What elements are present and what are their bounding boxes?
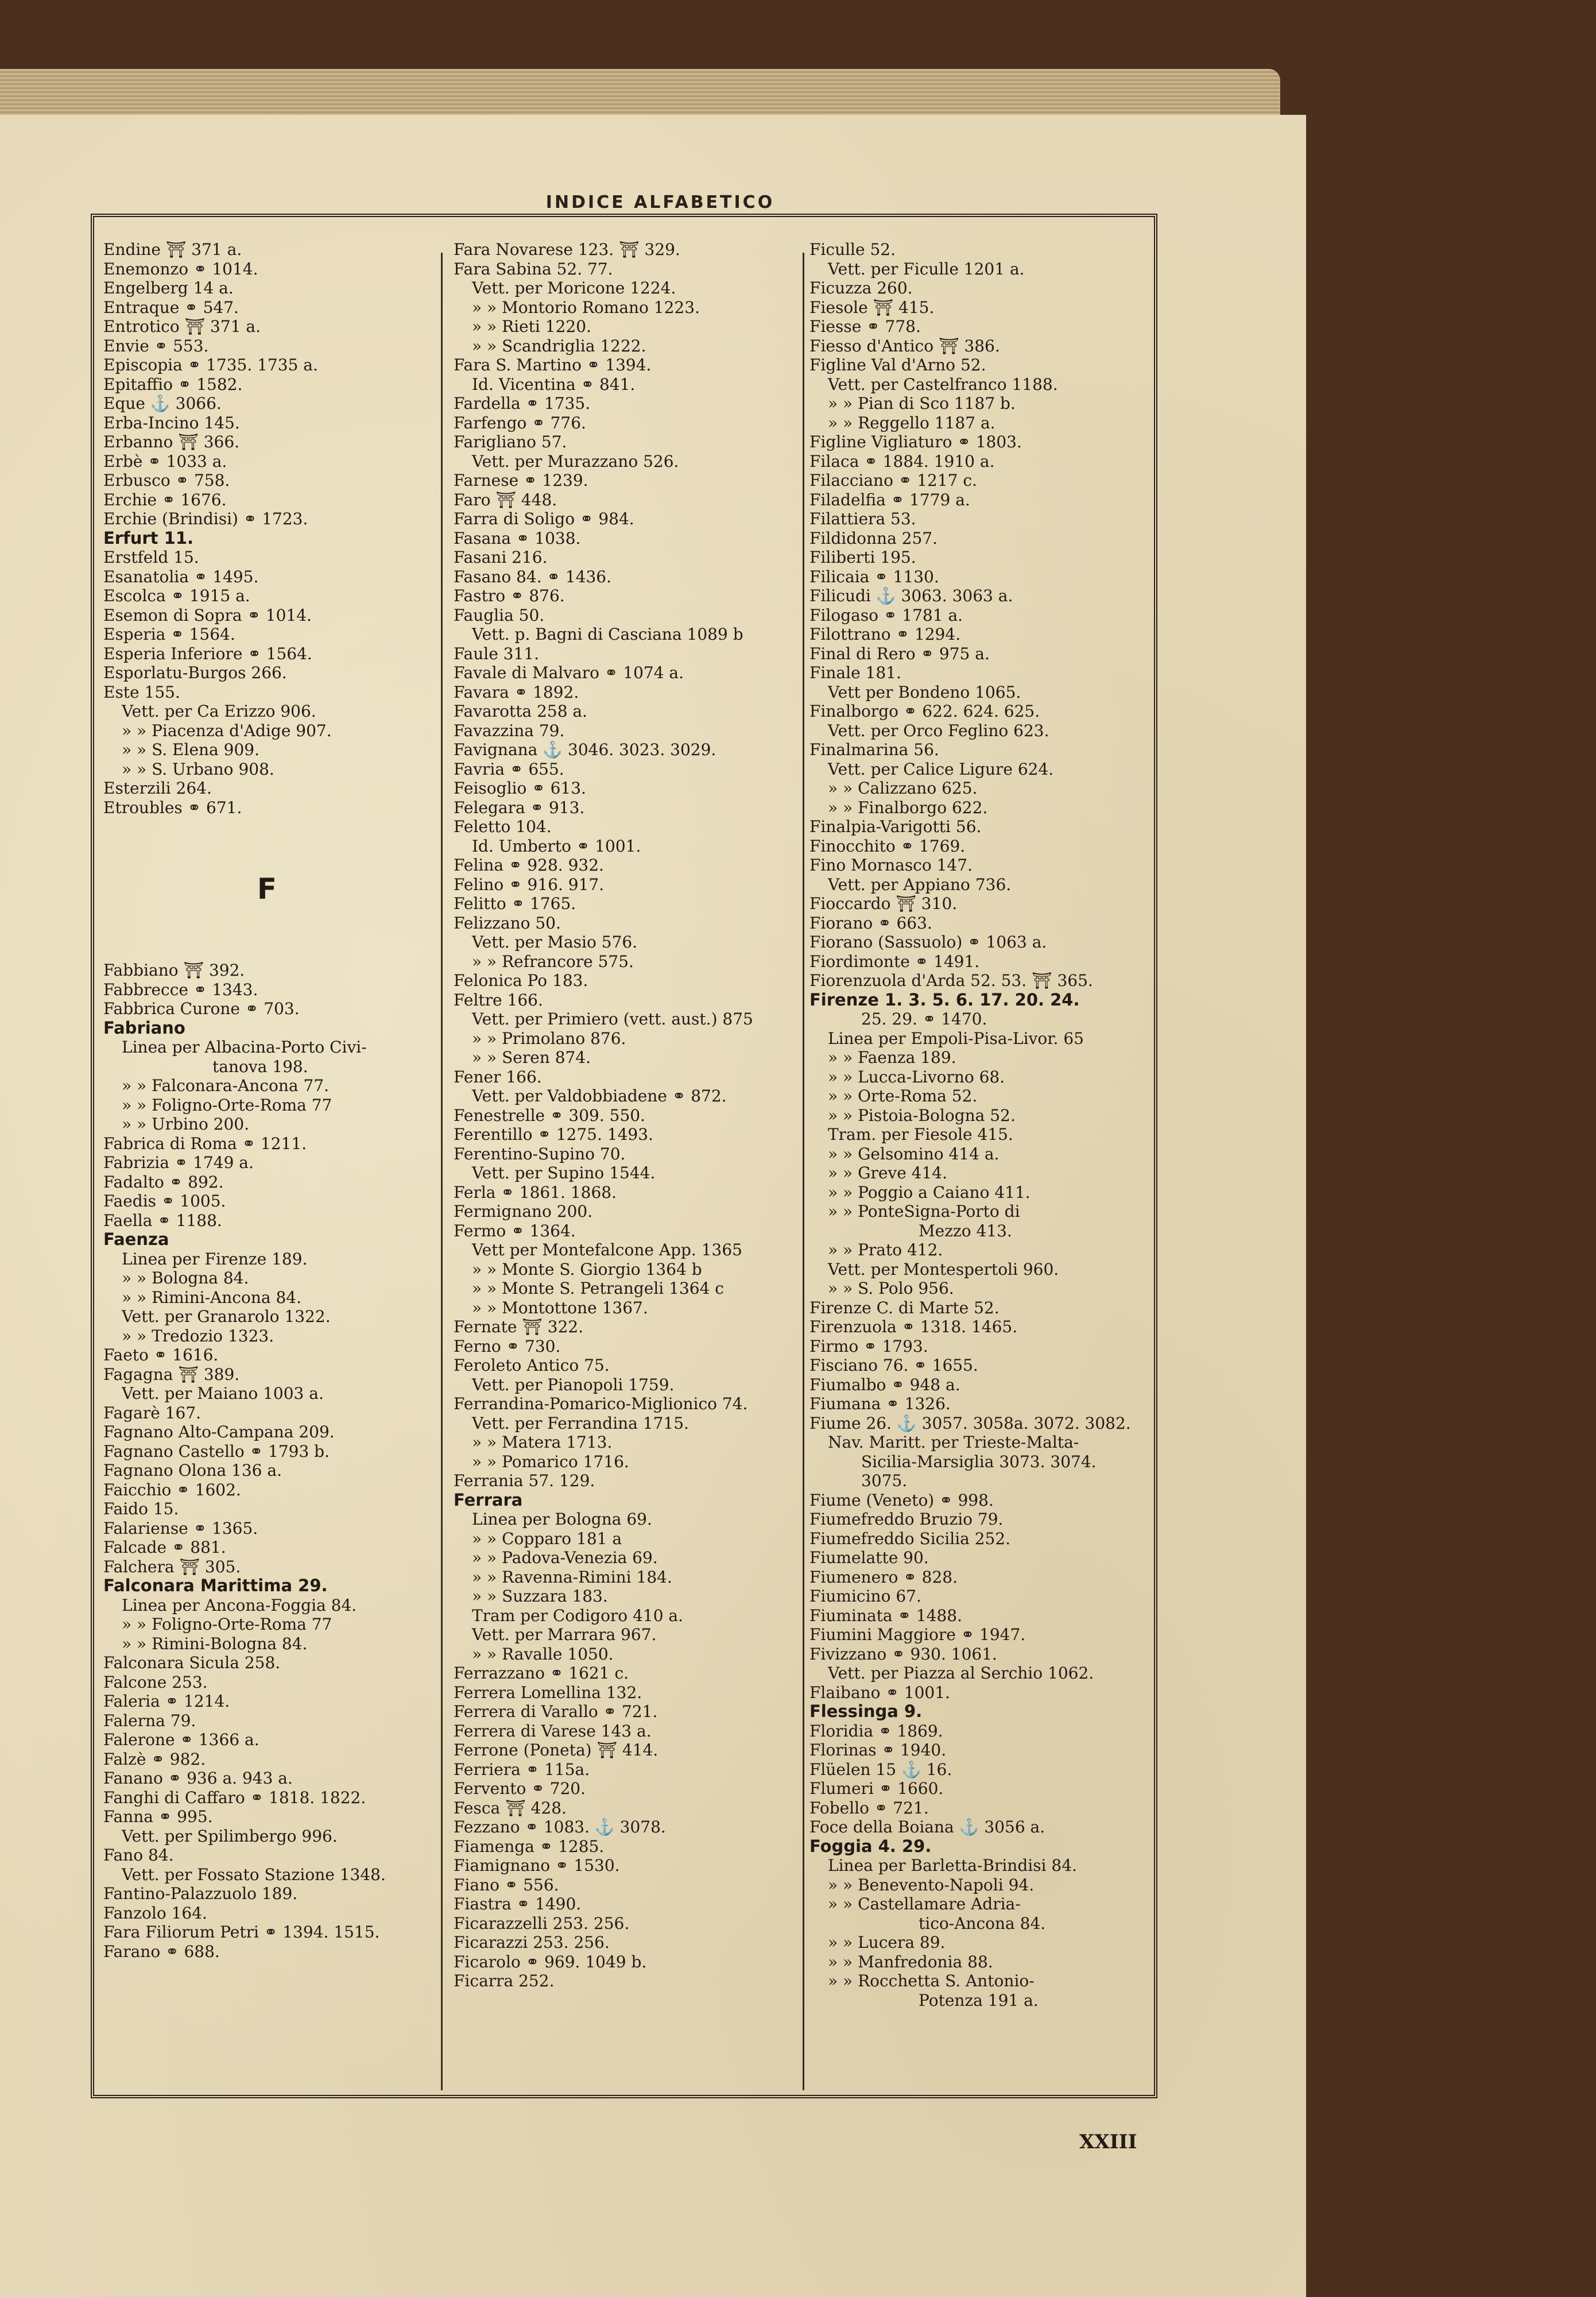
index-entry: » » Rocchetta S. Antonio-	[828, 1971, 1035, 1990]
index-entry: Vett. per Pianopoli 1759.	[472, 1375, 675, 1394]
index-entry: Faido 15.	[103, 1499, 179, 1518]
index-entry: Finale 181.	[809, 663, 901, 682]
index-entry: Ficarazzelli 253. 256.	[454, 1913, 630, 1933]
index-entry: Fanzolo 164.	[103, 1903, 207, 1923]
index-entry: Ferrazzano ⚭ 1621 c.	[454, 1664, 629, 1683]
index-entry: Vett per Bondeno 1065.	[828, 682, 1021, 702]
index-entry: Fanano ⚭ 936 a. 943 a.	[103, 1769, 293, 1788]
index-entry: Ficuzza 260.	[809, 279, 913, 297]
index-entry: Erfurt 11.	[103, 528, 194, 548]
index-column-1	[103, 240, 431, 1961]
index-entry: » » Orte-Roma 52.	[828, 1086, 978, 1105]
index-entry: Esporlatu-Burgos 266.	[103, 663, 287, 682]
index-entry: Vett. per Calice Ligure 624.	[828, 759, 1054, 779]
index-entry: Id. Vicentina ⚭ 841.	[472, 374, 636, 394]
section-letter: F	[257, 872, 277, 906]
index-entry: » » S. Urbano 908.	[122, 759, 274, 779]
index-entry: Fara Filiorum Petri ⚭ 1394. 1515.	[103, 1923, 380, 1942]
index-entry: Farano ⚭ 688.	[103, 1942, 220, 1961]
index-entry: Etroubles ⚭ 671.	[103, 798, 242, 817]
index-entry: 25. 29. ⚭ 1470.	[861, 1010, 987, 1028]
index-entry: Fiesso d'Antico ⛩ 386.	[809, 336, 1000, 355]
index-entry: Esanatolia ⚭ 1495.	[103, 567, 259, 586]
index-entry: Ferriera ⚭ 115a.	[454, 1760, 590, 1779]
index-entry: Erchie ⚭ 1676.	[103, 490, 227, 509]
index-entry: » » Pomarico 1716.	[472, 1452, 629, 1471]
index-entry: Fasano 84. ⚭ 1436.	[454, 567, 612, 586]
index-entry: Fener 166.	[454, 1067, 542, 1086]
index-entry: Fiume (Veneto) ⚭ 998.	[809, 1490, 994, 1510]
index-entry: Esperia ⚭ 1564.	[103, 625, 235, 644]
index-entry: Fezzano ⚭ 1083. ⚓ 3078.	[454, 1818, 666, 1836]
index-entry: Fiamenga ⚭ 1285.	[454, 1836, 605, 1856]
index-entry: Epitaffio ⚭ 1582.	[103, 374, 243, 394]
index-entry: » » Reggello 1187 a.	[828, 413, 995, 432]
index-entry: Erbè ⚭ 1033 a.	[103, 451, 227, 471]
index-entry: Erchie (Brindisi) ⚭ 1723.	[103, 509, 308, 528]
index-entry: Vett. per Spilimbergo 996.	[122, 1826, 338, 1846]
index-entry: Vett per Montefalcone App. 1365	[472, 1240, 742, 1259]
index-entry: Ferrara	[454, 1490, 523, 1510]
index-entry: Fildidonna 257.	[809, 528, 938, 548]
index-entry: Figline Val d'Arno 52.	[809, 355, 986, 374]
index-entry: Feletto 104.	[454, 817, 552, 836]
index-entry: » » Poggio a Caiano 411.	[828, 1182, 1031, 1202]
index-entry: Fermo ⚭ 1364.	[454, 1221, 576, 1240]
index-entry: Id. Umberto ⚭ 1001.	[472, 836, 641, 856]
index-entry: » » Greve 414.	[828, 1163, 948, 1182]
index-entry: Fiorano (Sassuolo) ⚭ 1063 a.	[809, 933, 1047, 952]
index-entry: » » Benevento-Napoli 94.	[828, 1875, 1035, 1894]
index-entry: Fagagna ⛩ 389.	[103, 1364, 240, 1384]
index-entry: Linea per Ancona-Foggia 84.	[122, 1595, 357, 1615]
column-divider	[803, 253, 804, 2090]
index-entry: Foce della Boiana ⚓ 3056 a.	[809, 1818, 1045, 1836]
index-entry: Feisoglio ⚭ 613.	[454, 779, 586, 798]
index-entry: Felino ⚭ 916. 917.	[454, 875, 605, 894]
index-column-3	[809, 240, 1148, 2010]
index-entry: Feltre 166.	[454, 990, 543, 1010]
index-entry: Fardella ⚭ 1735.	[454, 394, 591, 413]
index-entry: Flumeri ⚭ 1660.	[809, 1779, 944, 1798]
index-entry: Finalborgo ⚭ 622. 624. 625.	[809, 702, 1040, 721]
index-entry: Filattiera 53.	[809, 509, 916, 528]
index-entry: Favara ⚭ 1892.	[454, 682, 579, 702]
index-entry: Vett. per Maiano 1003 a.	[122, 1384, 324, 1403]
index-entry: Falcade ⚭ 881.	[103, 1538, 226, 1557]
index-entry: » » Copparo 181 a	[472, 1529, 622, 1548]
index-entry: Filadelfia ⚭ 1779 a.	[809, 490, 970, 509]
index-entry: Fioccardo ⛩ 310.	[809, 894, 958, 913]
index-entry: Favale di Malvaro ⚭ 1074 a.	[454, 663, 684, 682]
index-entry: » » Monte S. Petrangeli 1364 c	[472, 1279, 724, 1298]
index-entry: » » Calizzano 625.	[828, 779, 978, 798]
index-entry: Favria ⚭ 655.	[454, 759, 564, 779]
index-entry: Faeto ⚭ 1616.	[103, 1345, 219, 1364]
index-entry: Fabrica di Roma ⚭ 1211.	[103, 1134, 307, 1153]
index-entry: Vett. per Valdobbiadene ⚭ 872.	[472, 1086, 727, 1105]
index-entry: Fiumelatte 90.	[809, 1548, 929, 1567]
index-entry: Fiumefreddo Sicilia 252.	[809, 1529, 1011, 1548]
index-entry: Fagarè 167.	[103, 1403, 202, 1422]
index-entry: Faro ⛩ 448.	[454, 490, 557, 509]
index-entry: Falariense ⚭ 1365.	[103, 1518, 258, 1538]
index-entry: Ferrania 57. 129.	[454, 1471, 595, 1490]
index-entry: Fabbiano ⛩ 392.	[103, 961, 245, 980]
index-entry: Vett. per Ficulle 1201 a.	[828, 259, 1025, 279]
index-entry: » » Gelsomino 414 a.	[828, 1144, 1000, 1163]
index-entry: » » Suzzara 183.	[472, 1587, 608, 1606]
page-number: XXIII	[1079, 2130, 1137, 2153]
index-entry: 3075.	[861, 1471, 908, 1490]
index-entry: Vett. per Piazza al Serchio 1062.	[828, 1664, 1094, 1683]
index-entry: » » Rimini-Bologna 84.	[122, 1634, 308, 1653]
index-entry: Vett. per Masio 576.	[472, 933, 638, 952]
index-entry: Faedis ⚭ 1005.	[103, 1192, 226, 1211]
index-entry: Falconara Sicula 258.	[103, 1653, 281, 1672]
index-entry: Fiumini Maggiore ⚭ 1947.	[809, 1625, 1026, 1644]
index-entry: Filottrano ⚭ 1294.	[809, 625, 961, 644]
index-entry: Finalmarina 56.	[809, 740, 939, 759]
index-entry: Ferla ⚭ 1861. 1868.	[454, 1182, 617, 1202]
index-entry: Favazzina 79.	[454, 721, 565, 740]
index-entry: Finalpia-Varigotti 56.	[809, 817, 982, 836]
index-entry: » » Matera 1713.	[472, 1433, 613, 1452]
index-entry: Fervento ⚭ 720.	[454, 1779, 586, 1798]
index-entry: » » Urbino 200.	[122, 1115, 250, 1134]
index-entry: Fanghi di Caffaro ⚭ 1818. 1822.	[103, 1788, 366, 1807]
index-entry: Florinas ⚭ 1940.	[809, 1741, 947, 1760]
index-entry: Escolca ⚭ 1915 a.	[103, 586, 250, 605]
index-entry: » » PonteSigna-Porto di	[828, 1202, 1020, 1221]
index-entry: Linea per Albacina-Porto Civi-	[122, 1038, 367, 1057]
index-entry: » » Bologna 84.	[122, 1269, 249, 1287]
index-entry: » » Tredozio 1323.	[122, 1326, 274, 1345]
index-entry: Fabriano	[103, 1018, 185, 1038]
index-entry: Episcopia ⚭ 1735. 1735 a.	[103, 355, 318, 374]
index-entry: Sicilia-Marsiglia 3073. 3074.	[861, 1452, 1097, 1471]
index-entry: Vett. per Ca Erizzo 906.	[122, 702, 316, 721]
index-entry: Esterzili 264.	[103, 779, 212, 798]
index-entry: Eque ⚓ 3066.	[103, 394, 222, 413]
index-entry: Fiorano ⚭ 663.	[809, 913, 932, 933]
index-entry: Ficarolo ⚭ 969. 1049 b.	[454, 1952, 647, 1971]
index-entry: » » Foligno-Orte-Roma 77	[122, 1095, 332, 1115]
index-entry: Fara S. Martino ⚭ 1394.	[454, 355, 652, 374]
index-entry: Fiume 26. ⚓ 3057. 3058a. 3072. 3082.	[809, 1413, 1131, 1433]
index-entry: Esperia Inferiore ⚭ 1564.	[103, 644, 312, 663]
index-entry: » » S. Elena 909.	[122, 740, 259, 759]
index-entry: Filacciano ⚭ 1217 c.	[809, 471, 977, 490]
index-entry: Ferentino-Supino 70.	[454, 1144, 626, 1163]
index-entry: Linea per Empoli-Pisa-Livor. 65	[828, 1028, 1084, 1048]
index-entry: Ficarazzi 253. 256.	[454, 1933, 610, 1952]
index-entry: Erstfeld 15.	[103, 548, 199, 567]
index-entry: Fara Novarese 123. ⛩ 329.	[454, 240, 680, 259]
index-entry: Filaca ⚭ 1884. 1910 a.	[809, 451, 995, 471]
index-entry: Ficarra 252.	[454, 1971, 555, 1990]
index-entry: Linea per Firenze 189.	[122, 1249, 308, 1269]
index-entry: Enemonzo ⚭ 1014.	[103, 259, 258, 279]
index-entry: Fiumalbo ⚭ 948 a.	[809, 1375, 960, 1394]
index-entry: » » Lucca-Livorno 68.	[828, 1067, 1005, 1086]
index-entry: Fabbrecce ⚭ 1343.	[103, 980, 258, 999]
index-entry: Fasani 216.	[454, 548, 548, 567]
index-entry: Fanna ⚭ 995.	[103, 1807, 213, 1826]
index-entry: » » Prato 412.	[828, 1240, 943, 1259]
index-entry: Favarotta 258 a.	[454, 702, 588, 721]
index-entry: Fiumefreddo Bruzio 79.	[809, 1510, 1004, 1529]
index-entry: Vett. per Moricone 1224.	[472, 279, 676, 297]
index-entry: Firmo ⚭ 1793.	[809, 1336, 928, 1356]
index-entry: Mezzo 413.	[919, 1221, 1012, 1240]
index-entry: Engelberg 14 a.	[103, 279, 234, 297]
index-entry: Vett. per Supino 1544.	[472, 1163, 656, 1182]
index-entry: Faleria ⚭ 1214.	[103, 1692, 230, 1711]
index-entry: Fantino-Palazzuolo 189.	[103, 1884, 298, 1903]
index-entry: Ferrera di Varallo ⚭ 721.	[454, 1702, 658, 1721]
index-entry: » » Lucera 89.	[828, 1933, 946, 1952]
index-entry: Fauglia 50.	[454, 605, 545, 625]
index-entry: Felizzano 50.	[454, 913, 561, 933]
index-entry: Entraque ⚭ 547.	[103, 297, 239, 317]
index-entry: Foggia 4. 29.	[809, 1836, 932, 1856]
index-entry: Vett. per Primiero (vett. aust.) 875	[472, 1010, 753, 1028]
index-entry: Fesca ⛩ 428.	[454, 1798, 567, 1818]
index-entry: » » Falconara-Ancona 77.	[122, 1076, 329, 1095]
index-entry: Fiastra ⚭ 1490.	[454, 1894, 582, 1913]
index-entry: Ferrone (Poneta) ⛩ 414.	[454, 1741, 658, 1760]
index-entry: Faicchio ⚭ 1602.	[103, 1480, 241, 1499]
index-entry: Farfengo ⚭ 776.	[454, 413, 586, 432]
index-entry: Firenzuola ⚭ 1318. 1465.	[809, 1317, 1018, 1336]
index-entry: Falconara Marittima 29.	[103, 1576, 328, 1595]
index-entry: Fiuminata ⚭ 1488.	[809, 1606, 963, 1625]
index-entry: Ferno ⚭ 730.	[454, 1336, 561, 1356]
index-entry: Felina ⚭ 928. 932.	[454, 856, 604, 875]
index-entry: Filicaia ⚭ 1130.	[809, 567, 939, 586]
index-entry: Fiumenero ⚭ 828.	[809, 1567, 958, 1587]
index-entry: Vett. per Marrara 967.	[472, 1625, 657, 1644]
index-entry: Ferrandina-Pomarico-Miglionico 74.	[454, 1394, 748, 1413]
index-entry: Fagnano Olona 136 a.	[103, 1461, 282, 1480]
index-entry: tico-Ancona 84.	[919, 1913, 1046, 1933]
index-entry: Fiumana ⚭ 1326.	[809, 1394, 951, 1413]
index-entry: Vett. per Ferrandina 1715.	[472, 1413, 689, 1433]
index-entry: » » Pian di Sco 1187 b.	[828, 394, 1016, 413]
index-entry: Tram. per Fiesole 415.	[828, 1125, 1013, 1144]
index-entry: » » Montottone 1367.	[472, 1298, 648, 1317]
index-entry: Fabrizia ⚭ 1749 a.	[103, 1153, 254, 1172]
index-entry: Endine ⛩ 371 a.	[103, 240, 242, 259]
index-entry: Fiesole ⛩ 415.	[809, 297, 935, 317]
index-entry: Fara Sabina 52. 77.	[454, 259, 613, 279]
index-entry: » » Refrancore 575.	[472, 952, 634, 971]
index-entry: » » Monte S. Giorgio 1364 b	[472, 1259, 702, 1279]
index-entry: » » Faenza 189.	[828, 1048, 956, 1067]
index-entry: Esemon di Sopra ⚭ 1014.	[103, 605, 312, 625]
index-entry: Fermignano 200.	[454, 1202, 593, 1221]
index-entry: Final di Rero ⚭ 975 a.	[809, 644, 990, 663]
index-entry: Vett. per Fossato Stazione 1348.	[122, 1865, 386, 1884]
index-entry: Filiberti 195.	[809, 548, 916, 567]
index-entry: Farnese ⚭ 1239.	[454, 471, 588, 490]
index-entry: Flessinga 9.	[809, 1702, 923, 1721]
index-entry: Felitto ⚭ 1765.	[454, 894, 576, 913]
index-entry: Fiano ⚭ 556.	[454, 1875, 559, 1894]
index-entry: Faella ⚭ 1188.	[103, 1211, 222, 1230]
index-entry: Fisciano 76. ⚭ 1655.	[809, 1356, 978, 1375]
index-entry: Favignana ⚓ 3046. 3023. 3029.	[454, 740, 716, 759]
index-entry: Flaibano ⚭ 1001.	[809, 1683, 950, 1702]
index-entry: » » Manfredonia 88.	[828, 1952, 993, 1971]
index-entry: Vett. per Granarolo 1322.	[122, 1307, 331, 1326]
index-entry: » » Pistoia-Bologna 52.	[828, 1105, 1016, 1125]
index-entry: Flüelen 15 ⚓ 16.	[809, 1760, 952, 1779]
index-entry: » » Rieti 1220.	[472, 317, 591, 336]
index-entry: Firenze 1. 3. 5. 6. 17. 20. 24.	[809, 990, 1080, 1010]
index-entry: tanova 198.	[212, 1057, 308, 1076]
index-entry: Fiesse ⚭ 778.	[809, 317, 921, 336]
column-divider	[441, 253, 443, 2090]
index-entry: » » Montorio Romano 1223.	[472, 297, 700, 317]
index-entry: Vett. per Murazzano 526.	[472, 451, 679, 471]
index-entry: Filicudi ⚓ 3063. 3063 a.	[809, 586, 1013, 605]
index-entry: » » Finalborgo 622.	[828, 798, 988, 817]
index-entry: Faule 311.	[454, 644, 540, 663]
index-entry: Falzè ⚭ 982.	[103, 1749, 206, 1769]
index-entry: Finocchito ⚭ 1769.	[809, 836, 966, 856]
index-entry: Figline Vigliaturo ⚭ 1803.	[809, 432, 1022, 451]
index-entry: Tram per Codigoro 410 a.	[472, 1606, 684, 1625]
index-entry: » » Castellamare Adria-	[828, 1894, 1021, 1913]
index-entry: Este 155.	[103, 682, 180, 702]
index-entry: » » Ravenna-Rimini 184.	[472, 1567, 672, 1587]
index-entry: Fastro ⚭ 876.	[454, 586, 565, 605]
index-entry: Fagnano Alto-Campana 209.	[103, 1422, 335, 1441]
index-entry: Linea per Barletta-Brindisi 84.	[828, 1856, 1077, 1875]
index-entry: » » Piacenza d'Adige 907.	[122, 721, 332, 740]
index-entry: Vett. per Orco Feglino 623.	[828, 721, 1049, 740]
index-entry: Vett. per Appiano 736.	[828, 875, 1012, 894]
index-entry: Fino Mornasco 147.	[809, 856, 973, 875]
index-entry: » » Foligno-Orte-Roma 77	[122, 1615, 332, 1634]
index-entry: Fiordimonte ⚭ 1491.	[809, 952, 980, 971]
index-entry: Envie ⚭ 553.	[103, 336, 209, 355]
index-entry: Fabbrica Curone ⚭ 703.	[103, 999, 300, 1018]
index-entry: Vett. p. Bagni di Casciana 1089 b	[472, 625, 743, 644]
index-entry: Felegara ⚭ 913.	[454, 798, 585, 817]
index-entry: Feroleto Antico 75.	[454, 1356, 610, 1375]
index-entry: Vett. per Castelfranco 1188.	[828, 374, 1058, 394]
index-entry: » » Scandriglia 1222.	[472, 336, 646, 355]
index-entry: Falchera ⛩ 305.	[103, 1557, 241, 1576]
index-entry: » » Ravalle 1050.	[472, 1644, 614, 1664]
index-entry: » » Padova-Venezia 69.	[472, 1548, 658, 1567]
page-header-title: INDICE ALFABETICO	[545, 192, 775, 212]
index-entry: Fivizzano ⚭ 930. 1061.	[809, 1644, 997, 1664]
index-entry: Fadalto ⚭ 892.	[103, 1172, 224, 1192]
index-entry: Fasana ⚭ 1038.	[454, 528, 581, 548]
index-entry: Filogaso ⚭ 1781 a.	[809, 605, 963, 625]
index-entry: Linea per Bologna 69.	[472, 1510, 652, 1529]
index-entry: Entrotico ⛩ 371 a.	[103, 317, 261, 336]
index-entry: Fiorenzuola d'Arda 52. 53. ⛩ 365.	[809, 971, 1093, 990]
index-entry: Falerna 79.	[103, 1711, 196, 1730]
index-entry: Fagnano Castello ⚭ 1793 b.	[103, 1441, 330, 1461]
index-entry: Firenze C. di Marte 52.	[809, 1298, 1000, 1317]
index-entry: Farigliano 57.	[454, 432, 567, 451]
index-entry: » » Primolano 876.	[472, 1028, 626, 1048]
index-entry: Vett. per Montespertoli 960.	[828, 1259, 1059, 1279]
index-entry: Erba-Incino 145.	[103, 413, 240, 432]
index-entry: Ferentillo ⚭ 1275. 1493.	[454, 1125, 653, 1144]
index-entry: Faenza	[103, 1230, 169, 1249]
index-entry: Fiamignano ⚭ 1530.	[454, 1856, 620, 1875]
index-entry: Felonica Po 183.	[454, 971, 588, 990]
index-entry: Nav. Maritt. per Trieste-Malta-	[828, 1433, 1079, 1452]
index-entry: Erbusco ⚭ 758.	[103, 471, 230, 490]
index-entry: » » S. Polo 956.	[828, 1279, 954, 1298]
index-entry: Fano 84.	[103, 1846, 174, 1865]
index-entry: Farra di Soligo ⚭ 984.	[454, 509, 634, 528]
index-entry: » » Rimini-Ancona 84.	[122, 1287, 302, 1307]
index-column-2	[454, 240, 798, 1991]
index-entry: Erbanno ⛩ 366.	[103, 432, 240, 451]
index-entry: Floridia ⚭ 1869.	[809, 1721, 943, 1741]
index-entry: Potenza 191 a.	[919, 1990, 1039, 2010]
index-entry: Ferrera Lomellina 132.	[454, 1683, 642, 1702]
index-entry: Falerone ⚭ 1366 a.	[103, 1730, 259, 1749]
index-entry: Ferrera di Varese 143 a.	[454, 1721, 652, 1741]
index-entry: » » Seren 874.	[472, 1048, 591, 1067]
index-entry: Fobello ⚭ 721.	[809, 1798, 929, 1818]
index-entry: Fiumicino 67.	[809, 1587, 921, 1606]
index-entry: Fernate ⛩ 322.	[454, 1317, 584, 1336]
index-entry: Ficulle 52.	[809, 240, 896, 259]
index-entry: Fenestrelle ⚭ 309. 550.	[454, 1105, 645, 1125]
index-entry: Falcone 253.	[103, 1672, 208, 1692]
